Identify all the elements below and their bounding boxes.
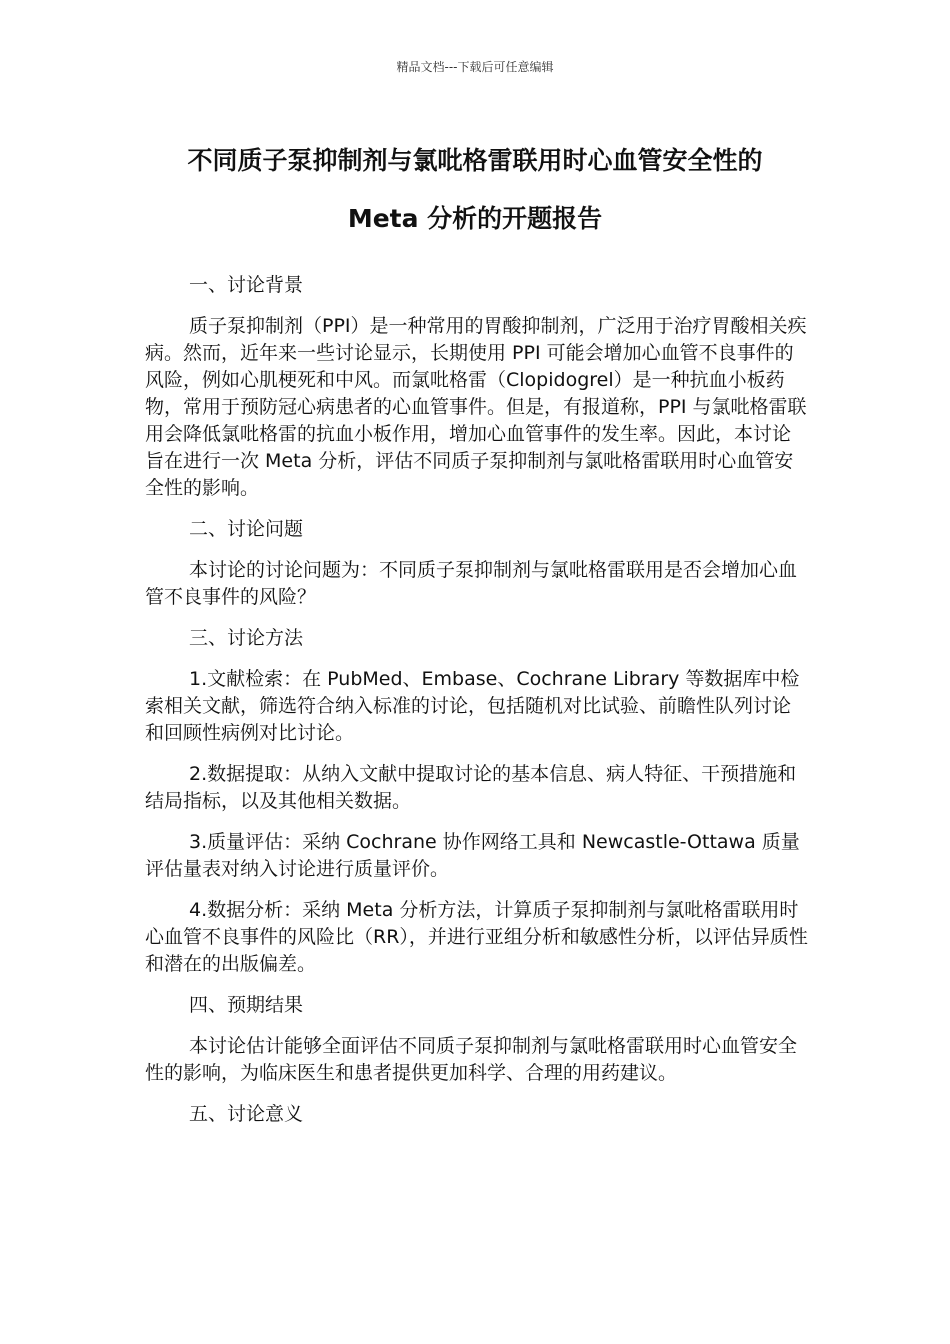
- document-body: [145, 272, 809, 1142]
- title-line-1: 不同质子泵抑制剂与氯吡格雷联用时心血管安全性的: [187, 146, 763, 175]
- background-paragraph: 质子泵抑制剂（PPI）是一种常用的胃酸抑制剂，广泛用于治疗胃酸相关疾病。然而，近年来一些讨论显示，长期使用 PPI 可能会增加心血管不良事件的风险，例如心肌梗死和中风。而氯吡格雷（Clopidogrel）是一种抗血小板药物，常用于预防冠心病患者的心血管事件。但是，有报道称，PPI 与氯吡格雷联用会降低氯吡格雷的抗血小板作用，增加心血管事件的发生率。因此，本讨论旨在进行一次 Meta 分析，评估不同质子泵抑制剂与氯吡格雷联用时心血管安全性的影响。: [145, 315, 807, 499]
- header-note: 精品文档---下载后可任意编辑: [396, 60, 554, 74]
- question-paragraph: 本讨论的讨论问题为：不同质子泵抑制剂与氯吡格雷联用是否会增加心血管不良事件的风险？: [145, 559, 798, 608]
- section-heading-question: 二、讨论问题: [189, 518, 304, 540]
- section-heading-methods: 三、讨论方法: [189, 627, 304, 649]
- section-heading-background: 一、讨论背景: [189, 274, 304, 296]
- method-item-data-analysis: 4.数据分析：采纳 Meta 分析方法，计算质子泵抑制剂与氯吡格雷联用时心血管不良事件的风险比（RR），并进行亚组分析和敏感性分析，以评估异质性和潜在的出版偏差。: [145, 899, 808, 975]
- document-title: [120, 132, 830, 248]
- section-heading-results: 四、预期结果: [189, 994, 304, 1016]
- title-line-2: Meta 分析的开题报告: [347, 204, 603, 233]
- method-item-data-extraction: 2.数据提取：从纳入文献中提取讨论的基本信息、病人特征、干预措施和结局指标，以及其他相关数据。: [145, 763, 797, 812]
- results-paragraph: 本讨论估计能够全面评估不同质子泵抑制剂与氯吡格雷联用时心血管安全性的影响，为临床医生和患者提供更加科学、合理的用药建议。: [145, 1035, 798, 1084]
- method-item-literature-search: 1.文献检索：在 PubMed、Embase、Cochrane Library 等数据库中检索相关文献，筛选符合纳入标准的讨论，包括随机对比试验、前瞻性队列讨论和回顾性病例对比讨论。: [145, 668, 800, 744]
- method-item-quality-assessment: 3.质量评估：采纳 Cochrane 协作网络工具和 Newcastle-Ottawa 质量评估量表对纳入讨论进行质量评价。: [145, 831, 800, 880]
- section-heading-significance: 五、讨论意义: [189, 1103, 304, 1125]
